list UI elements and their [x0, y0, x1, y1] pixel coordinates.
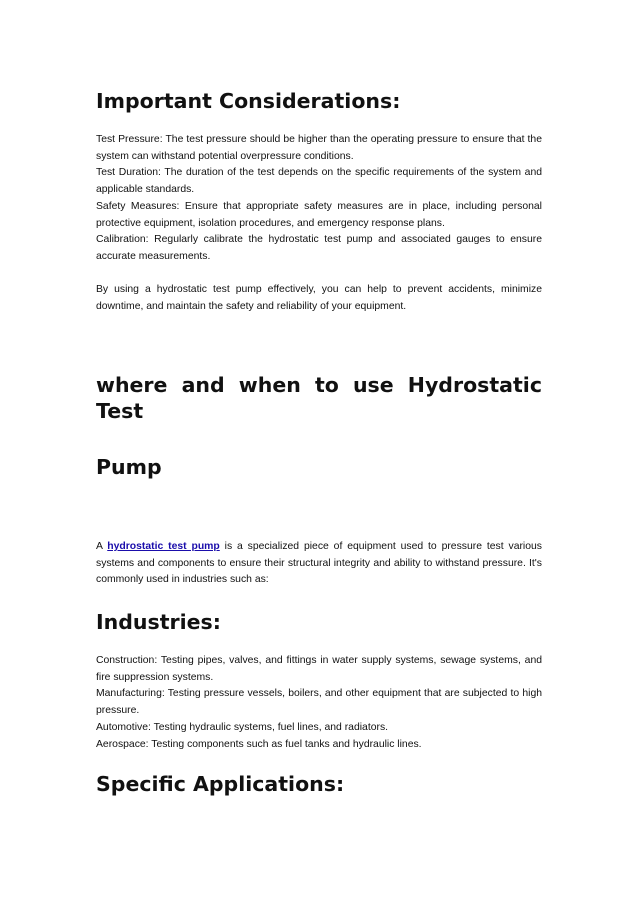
consideration-safety-measures: Safety Measures: Ensure that appropriate safety measures are in place, including personal protective equipment, isolation procedures, and emergency response plans.	[96, 200, 542, 229]
intro-prefix: A	[96, 541, 108, 552]
intro-suffix: is a specialized piece of equipment used to pressure test various systems and components to ensure their structural integrity and ability to withstand pressure. It's commonly used in industries such as:	[96, 541, 542, 586]
conclusion-paragraph	[96, 282, 542, 315]
heading-industries: Industries:	[96, 610, 221, 634]
industry-construction: Construction: Testing pipes, valves, and fittings in water supply systems, sewage systems, and fire suppression systems.	[96, 655, 542, 683]
hydrostatic-test-pump-link[interactable]: hydrostatic test pump	[107, 541, 220, 552]
heading-specific-applications: Specific Applications:	[96, 772, 345, 796]
considerations-list	[96, 132, 542, 266]
industry-manufacturing: Manufacturing: Testing pressure vessels, boilers, and other equipment that are subjected to high pressure.	[96, 688, 542, 717]
intro-text	[96, 539, 542, 589]
industries-list	[96, 653, 542, 753]
consideration-test-duration: Test Duration: The duration of the test depends on the specific requirements of the system and applicable standards.	[96, 167, 542, 196]
intro-paragraph	[96, 539, 542, 589]
heading-important-considerations: Important Considerations:	[96, 89, 401, 113]
heading-pump: Pump	[96, 455, 162, 479]
heading-where-when: where and when to use Hydrostatic Test	[96, 373, 542, 423]
consideration-calibration: Calibration: Regularly calibrate the hydrostatic test pump and associated gauges to ensure accurate measurements.	[96, 234, 542, 262]
consideration-test-pressure: Test Pressure: The test pressure should be higher than the operating pressure to ensure that the system can withstand potential overpressure conditions.	[96, 134, 542, 162]
conclusion-text: By using a hydrostatic test pump effectively, you can help to prevent accidents, minimize downtime, and maintain the safety and reliability of your equipment.	[96, 284, 542, 312]
industry-aerospace: Aerospace: Testing components such as fuel tanks and hydraulic lines.	[96, 738, 422, 750]
industry-automotive: Automotive: Testing hydraulic systems, fuel lines, and radiators.	[96, 721, 389, 733]
